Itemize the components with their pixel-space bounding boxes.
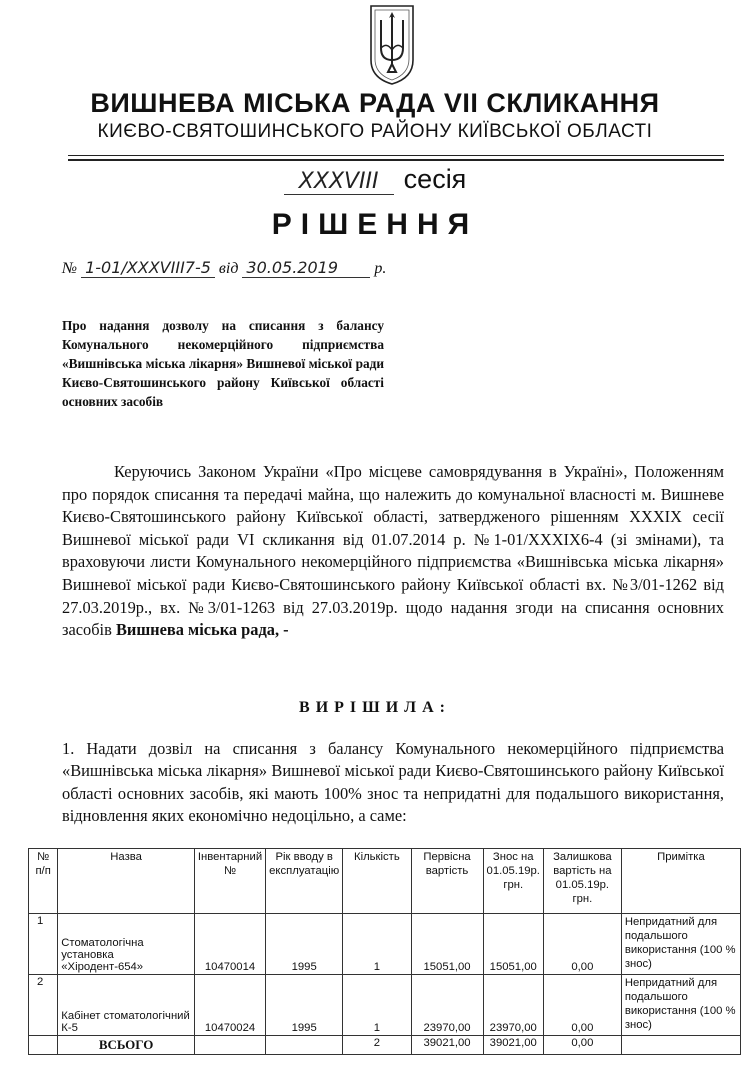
col-header: Рік вводу в експлуатацію [266, 849, 343, 914]
total-quantity: 2 [343, 1036, 411, 1055]
col-header: Примітка [621, 849, 740, 914]
table-header-row [29, 849, 741, 914]
wear-value: 23970,00 [483, 975, 543, 1036]
col-header: Залишкова вартість на 01.05.19р. грн. [543, 849, 621, 914]
session-number: XXXVIII [284, 169, 394, 195]
header-divider [68, 155, 724, 156]
wear-value: 15051,00 [483, 914, 543, 975]
council-subtitle: КИЄВО-СВЯТОШИНСЬКОГО РАЙОНУ КИЇВСЬКОЇ ОБЛАСТІ [97, 121, 653, 142]
preamble-text: Керуючись Законом України «Про місцеве самоврядування в Україні», Положенням про порядок списання та передачі майна, що належить до комунальної власності м. Вишневе Києво-Святошинського району Київської області, затвердженого рішенням XXXIX сесії Вишневої міської ради VI скликання від 01.07.2014 р. №1-01/XXXIX6-4 (зі змінами), та враховуючи листи Комунального некомерційного підприємства «Вишнівська міська лікарня» Вишневої міської ради Києво-Святошинського району Київської області вх. №3/01-1262 від 27.03.2019р., вх. №3/01-1263 від 27.03.2019р. щодо надання згоди на списання основних засобів [62, 462, 724, 640]
total-label: ВСЬОГО [58, 1036, 195, 1055]
row-index: 1 [29, 914, 58, 975]
inventory-number: 10470014 [194, 914, 265, 975]
council-title: ВИШНЕВА МІСЬКА РАДА VII СКЛИКАННЯ [90, 88, 660, 118]
col-header: Кількість [343, 849, 411, 914]
note: Непридатний для подальшого використання (100 % знос) [621, 914, 740, 975]
initial-value: 23970,00 [411, 975, 483, 1036]
inventory-number: 10470024 [194, 975, 265, 1036]
table-row [29, 975, 741, 1036]
decision-subject: Про надання дозволу на списання з балансу Комунального некомерційного підприємства «Вишнівська міська лікарня» Вишневої міської ради Києво-Святошинського району Київської області основних засобів [62, 318, 384, 409]
coat-of-arms-icon [367, 2, 417, 86]
col-header: Інвентарний № [194, 849, 265, 914]
table-row [29, 914, 741, 975]
commission-year: 1995 [266, 914, 343, 975]
col-header: Назва [58, 849, 195, 914]
resolved-heading: ВИРІШИЛА: [299, 699, 451, 716]
note: Непридатний для подальшого використання (100 % знос) [621, 975, 740, 1036]
preamble-council: Вишнева міська рада, - [115, 620, 289, 640]
decision-title: РІШЕННЯ [271, 208, 479, 241]
initial-value: 15051,00 [411, 914, 483, 975]
from-label: від [218, 260, 239, 277]
item-1: 1. Надати дозвіл на списання з балансу Комунального некомерційного підприємства «Вишнівська міська лікарня» Вишневої міської ради Києво-Святошинського району Київської області основних засобів, які мають 100% знос та непридатні для подальшого використання, відновлення яких економічно недоцільно, а саме: [62, 739, 724, 826]
total-empty-cell [621, 1036, 740, 1055]
asset-name: Кабінет стоматологічний К-5 [58, 975, 195, 1036]
assets-table [28, 848, 741, 1055]
year-suffix: р. [374, 260, 387, 277]
header-divider-thick [68, 159, 724, 161]
total-row [29, 1036, 741, 1055]
row-index: 2 [29, 975, 58, 1036]
total-initial-value: 39021,00 [411, 1036, 483, 1055]
total-residual-value: 0,00 [543, 1036, 621, 1055]
residual-value: 0,00 [543, 914, 621, 975]
col-header: Первісна вартість [411, 849, 483, 914]
decision-number-line [62, 258, 386, 278]
asset-name: Стоматологічна установка «Хіродент-654» [58, 914, 195, 975]
total-wear-value: 39021,00 [483, 1036, 543, 1055]
total-empty-cell [29, 1036, 58, 1055]
session-label: сесія [403, 164, 467, 194]
decision-number: 1-01/XXXVIII7-5 [81, 258, 215, 278]
quantity: 1 [343, 914, 411, 975]
preamble [62, 461, 724, 642]
commission-year: 1995 [266, 975, 343, 1036]
total-empty-cell [194, 1036, 265, 1055]
number-prefix: № [62, 260, 78, 277]
col-header: Знос на 01.05.19р. грн. [483, 849, 543, 914]
total-empty-cell [266, 1036, 343, 1055]
col-header: № п/п [29, 849, 58, 914]
session-line [0, 164, 750, 195]
decision-date: 30.05.2019 [242, 258, 370, 278]
residual-value: 0,00 [543, 975, 621, 1036]
quantity: 1 [343, 975, 411, 1036]
